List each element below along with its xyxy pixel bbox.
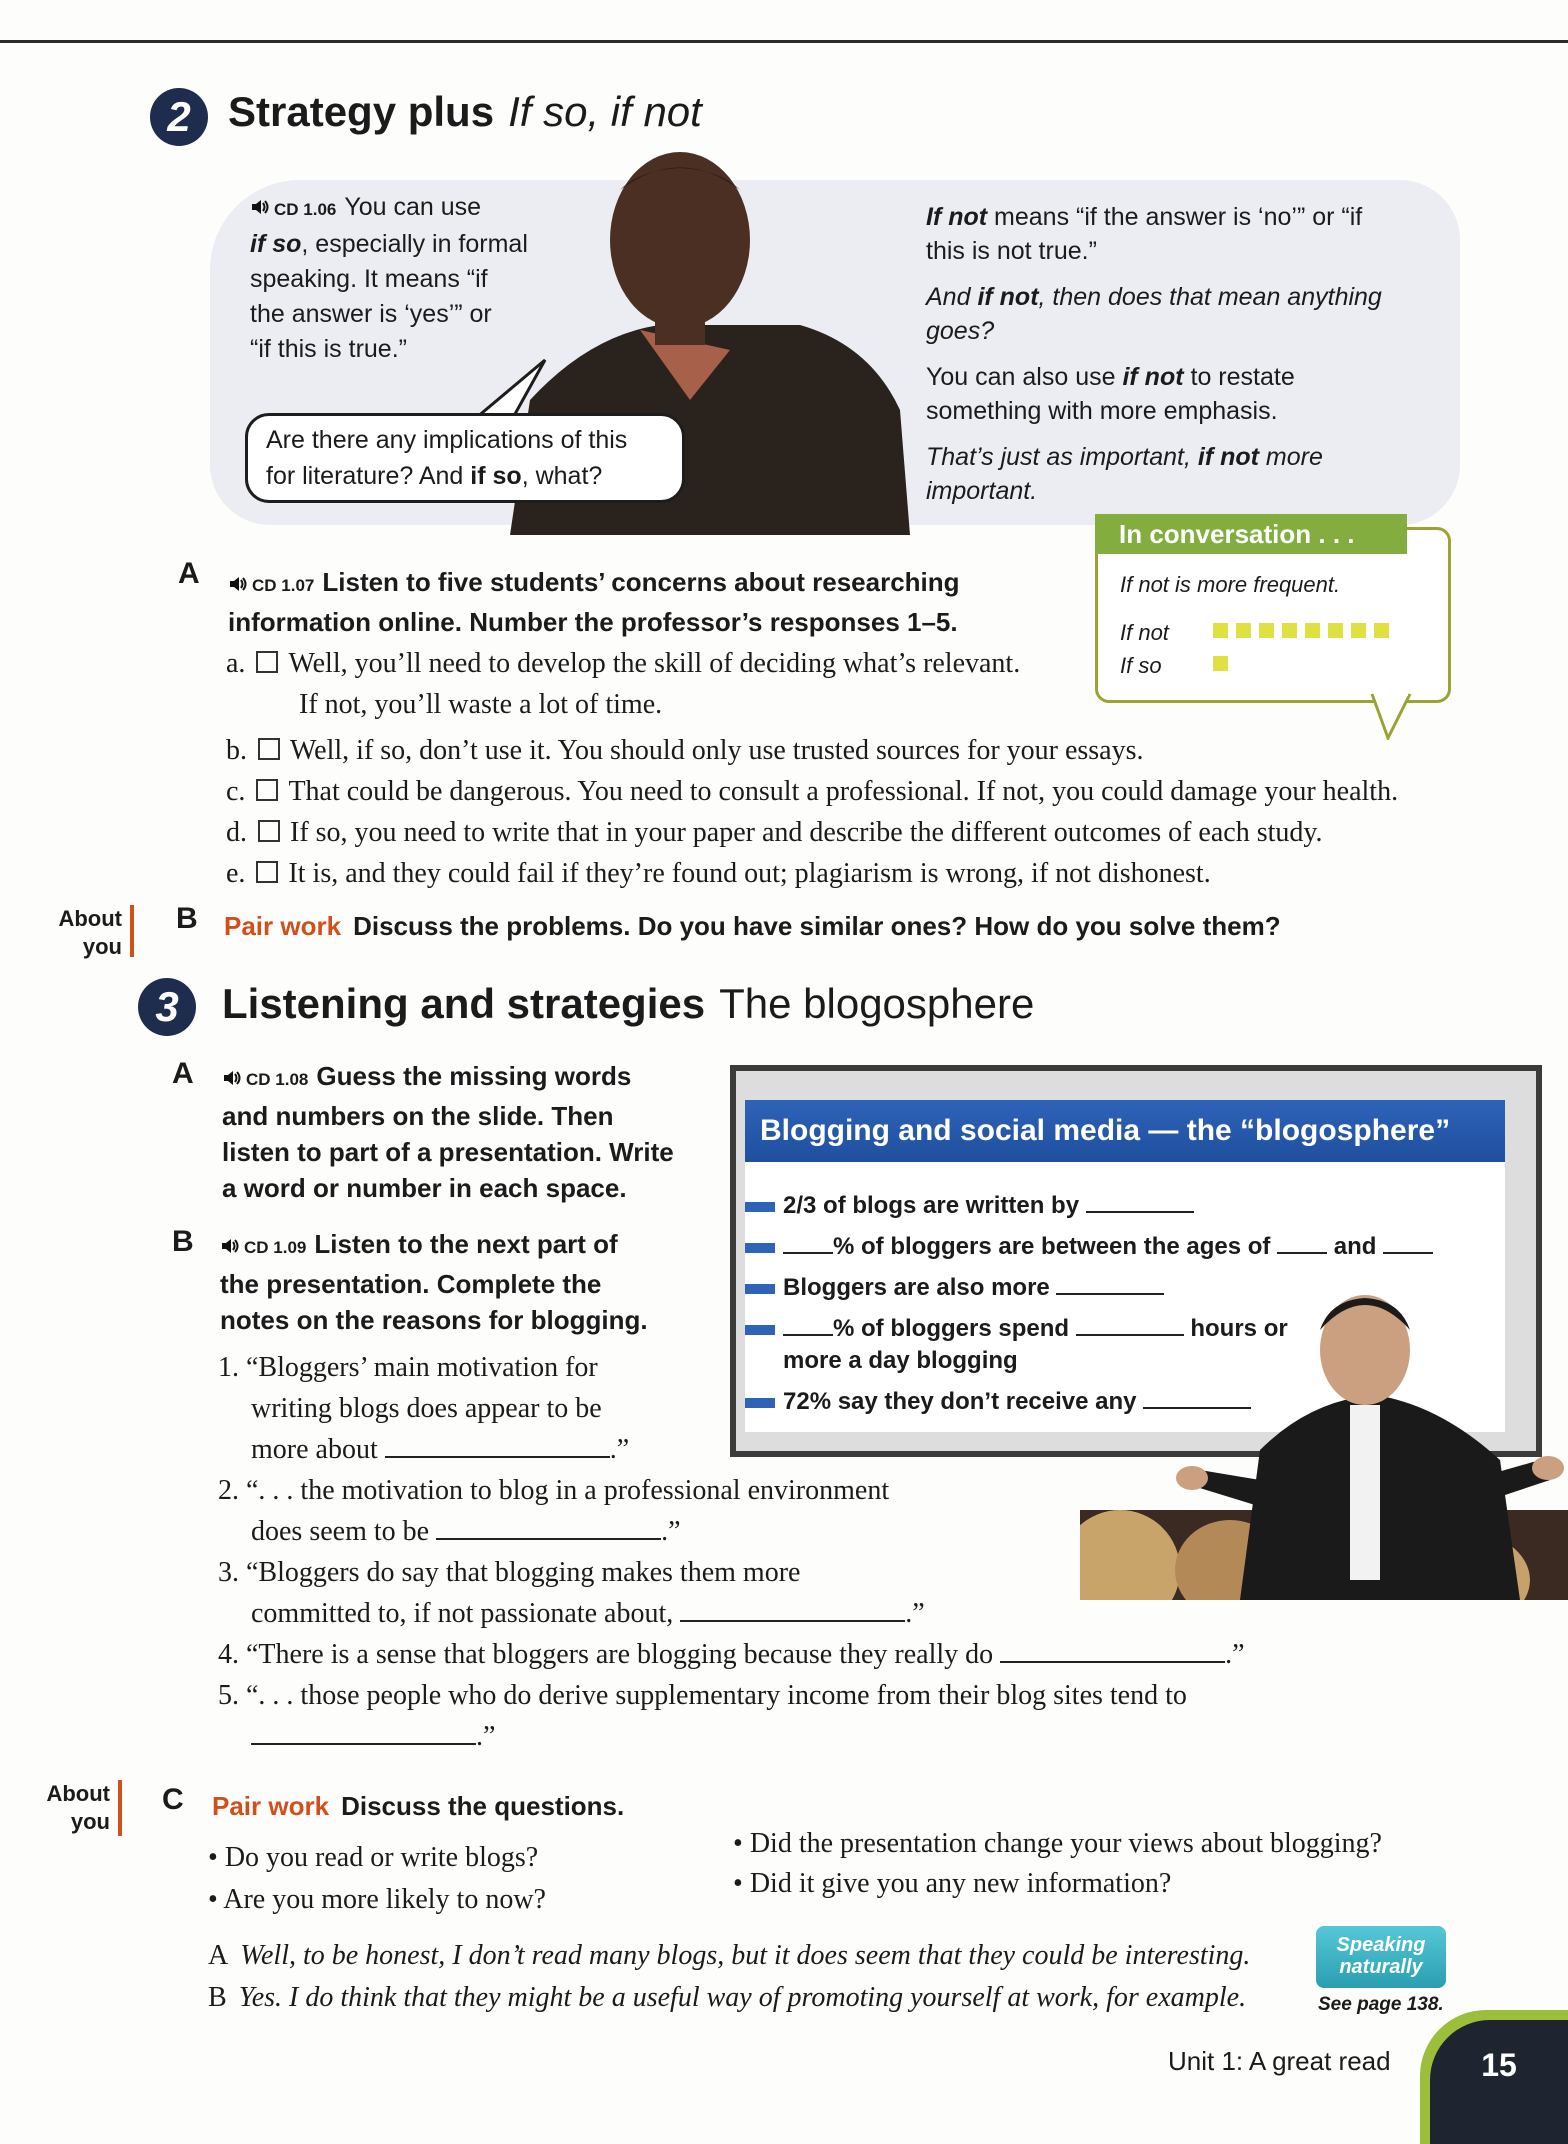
- question-text: Did it give you any new information?: [749, 1868, 1172, 1899]
- about-you-tag: [30, 1780, 110, 1836]
- about-you-bar: [118, 1780, 122, 1836]
- note-item: [218, 1639, 1245, 1671]
- note-item: [218, 1352, 598, 1384]
- checkbox[interactable]: [258, 820, 280, 842]
- about-label: About: [46, 1781, 110, 1806]
- answer-blank[interactable]: [1383, 1252, 1433, 1254]
- instruction-text: and numbers on the slide. Then: [222, 1101, 614, 1131]
- exercise-instructions: [228, 564, 1088, 640]
- note-text: You can use: [344, 193, 482, 221]
- slide-text: 72% say they don’t receive any: [783, 1388, 1137, 1415]
- dialogue-text: Well, to be honest, I don’t read many blogs, but it does seem that they could be interesting.: [240, 1940, 1251, 1971]
- response-item: [226, 735, 1144, 767]
- answer-blank[interactable]: [385, 1456, 610, 1458]
- item-label: a.: [226, 648, 246, 679]
- item-text: Well, if so, don’t use it. You should only use trusted sources for your essays.: [290, 735, 1144, 766]
- frequency-square: [1259, 623, 1274, 638]
- section-title-main: Listening and strategies: [222, 980, 706, 1027]
- instruction-text: Discuss the problems. Do you have similar ones? How do you solve them?: [353, 911, 1281, 941]
- if-so-term: if so: [470, 462, 522, 490]
- in-conversation-tail: [1370, 690, 1430, 740]
- item-text: If so, you need to write that in your paper and describe the different outcomes of each study.: [290, 817, 1323, 848]
- frequency-note: If not is more frequent.: [1120, 572, 1341, 597]
- about-you-tag: [40, 905, 122, 961]
- frequency-square: [1374, 623, 1389, 638]
- response-item-continued: If not, you’ll waste a lot of time.: [299, 689, 663, 720]
- checkbox[interactable]: [258, 738, 280, 760]
- item-label: e.: [226, 858, 246, 889]
- bubble-text: , what?: [521, 462, 603, 490]
- item-label: b.: [226, 735, 247, 766]
- exercise-instructions: [220, 1226, 720, 1338]
- response-item: [226, 817, 1323, 849]
- instruction-text: Listen to five students’ concerns about researching: [322, 567, 960, 597]
- cd-track: CD 1.07: [252, 576, 315, 595]
- if-not-term: if not: [977, 283, 1039, 311]
- item-text: “. . . the motivation to blog in a professional environment: [246, 1475, 890, 1506]
- answer-blank[interactable]: [1277, 1252, 1327, 1254]
- note-text: something with more emphasis.: [926, 397, 1278, 425]
- frequency-square: [1305, 623, 1320, 638]
- section-title: [228, 88, 702, 136]
- instruction-text: information online. Number the professor’s responses 1–5.: [228, 607, 958, 637]
- audio-icon[interactable]: [250, 191, 270, 226]
- if-not-term: if not: [1197, 443, 1259, 471]
- example-text: goes?: [926, 317, 995, 345]
- if-not-term: if not: [1122, 363, 1184, 391]
- frequency-square: [1328, 623, 1343, 638]
- speaker-label: A: [208, 1940, 229, 1971]
- item-text: does seem to be: [251, 1516, 430, 1547]
- about-label: you: [70, 1809, 110, 1834]
- instruction-text: the presentation. Complete the: [220, 1269, 602, 1299]
- slide-bullet: [745, 1202, 775, 1212]
- instruction-text: listen to part of a presentation. Write: [222, 1137, 674, 1167]
- item-text: “Bloggers do say that blogging makes them more: [246, 1557, 801, 1588]
- see-page-reference[interactable]: See page 138.: [1318, 1994, 1444, 2015]
- item-text: .”: [476, 1721, 496, 1752]
- example-text: , then does that mean anything: [1038, 283, 1382, 311]
- frequency-square: [1351, 623, 1366, 638]
- item-text: It is, and they could fail if they’re found out; plagiarism is wrong, if not dishonest.: [288, 858, 1211, 889]
- frequency-square: [1213, 623, 1228, 638]
- slide-bullet: [745, 1325, 775, 1335]
- note-text: You can also use: [926, 363, 1123, 391]
- item-text: That could be dangerous. You need to consult a professional. If not, you could damage your health.: [288, 776, 1399, 807]
- item-text: .”: [905, 1598, 925, 1629]
- example-text: more: [1258, 443, 1323, 471]
- slide-text: Bloggers are also more: [783, 1274, 1050, 1301]
- example-text: That’s just as important,: [926, 443, 1198, 471]
- if-so-label: If so: [1120, 653, 1162, 678]
- exercise-instructions: [224, 908, 1281, 944]
- if-not-note: [926, 200, 1446, 508]
- slide-bullet: [745, 1398, 775, 1408]
- bubble-line: Are there any implications of this: [266, 426, 628, 454]
- slide-line: [783, 1192, 1194, 1220]
- discussion-question: • Did it give you any new information?: [733, 1868, 1172, 1899]
- note-text: means “if the answer is ‘no’” or “if: [987, 203, 1363, 231]
- exercise-instructions: [212, 1788, 624, 1824]
- if-not-term: If not: [926, 203, 988, 231]
- item-text: .”: [609, 1434, 630, 1465]
- exercise-letter: B: [176, 902, 198, 935]
- note-item-line: [251, 1598, 925, 1630]
- item-text: “Bloggers’ main motivation for: [246, 1352, 598, 1383]
- slide-text: % of bloggers are between the ages of: [833, 1233, 1271, 1260]
- instruction-text: notes on the reasons for blogging.: [220, 1305, 648, 1335]
- exercise-letter: B: [172, 1225, 194, 1258]
- cd-track: CD 1.08: [246, 1070, 309, 1089]
- about-label: you: [82, 934, 122, 959]
- response-item: [226, 858, 1211, 890]
- slide-line: [783, 1233, 1433, 1261]
- answer-blank[interactable]: [783, 1252, 833, 1254]
- badge-text: naturally: [1339, 1956, 1423, 1978]
- example-text: And: [926, 283, 978, 311]
- dialogue-line: [208, 1982, 1246, 2014]
- discussion-question: • Are you more likely to now?: [208, 1884, 546, 1915]
- item-number: 4.: [218, 1639, 239, 1670]
- cd-track: CD 1.09: [244, 1238, 307, 1257]
- if-not-frequency-bar: [1213, 622, 1397, 640]
- slide-bullet: [745, 1284, 775, 1294]
- speaker-label: B: [208, 1982, 227, 2013]
- bubble-text: for literature? And: [266, 462, 464, 490]
- section-title-main: Strategy plus: [228, 88, 495, 135]
- if-so-term: if so: [250, 230, 302, 258]
- section-subtitle: The blogosphere: [719, 980, 1035, 1027]
- slide-line: more a day blogging: [783, 1347, 1018, 1374]
- if-not-label: If not: [1120, 620, 1169, 645]
- section-title: [222, 980, 1034, 1028]
- note-text: “if this is true.”: [250, 335, 407, 363]
- note-item: [218, 1680, 1187, 1712]
- item-number: 3.: [218, 1557, 239, 1588]
- exercise-instructions: [222, 1058, 722, 1206]
- note-item-line: [251, 1434, 629, 1466]
- item-text: committed to, if not passionate about,: [251, 1598, 674, 1629]
- note-item-line: [251, 1516, 681, 1548]
- question-text: Did the presentation change your views about blogging?: [749, 1828, 1382, 1859]
- slide-title: Blogging and social media — the “blogosphere”: [745, 1100, 1505, 1162]
- response-item: [226, 776, 1398, 808]
- audio-icon[interactable]: [220, 1228, 240, 1264]
- example-text: important.: [926, 477, 1038, 505]
- slide-bullet: [745, 1243, 775, 1253]
- note-item-line: [251, 1721, 495, 1753]
- discussion-question: • Did the presentation change your views about blogging?: [733, 1828, 1382, 1859]
- frequency-square: [1236, 623, 1251, 638]
- instruction-text: a word or number in each space.: [222, 1173, 627, 1203]
- answer-blank[interactable]: [1000, 1661, 1225, 1663]
- slide-text: 2/3 of blogs are written by: [783, 1192, 1080, 1219]
- instruction-text: Guess the missing words: [316, 1061, 632, 1091]
- dialogue-text: Yes. I do think that they might be a useful way of promoting yourself at work, for example.: [238, 1982, 1247, 2013]
- cd-track: CD 1.06: [274, 200, 337, 219]
- speaking-naturally-badge[interactable]: [1316, 1926, 1446, 1988]
- speech-bubble: [245, 413, 685, 503]
- note-text: this is not true.”: [926, 237, 1097, 265]
- note-item: [218, 1475, 889, 1507]
- item-number: 2.: [218, 1475, 239, 1506]
- slide-text: hours or: [1190, 1315, 1288, 1342]
- frequency-square: [1213, 656, 1228, 671]
- unit-title: Unit 1: A great read: [1168, 2046, 1391, 2076]
- question-text: Are you more likely to now?: [223, 1884, 546, 1915]
- answer-blank[interactable]: [680, 1620, 905, 1622]
- item-label: d.: [226, 817, 247, 848]
- pair-work-label: Pair work: [212, 1791, 330, 1821]
- instruction-text: Listen to the next part of: [314, 1229, 618, 1259]
- top-rule: [0, 40, 1568, 43]
- item-label: c.: [226, 776, 246, 807]
- answer-blank[interactable]: [251, 1743, 476, 1745]
- checkbox[interactable]: [256, 779, 278, 801]
- slide-text: and: [1333, 1233, 1377, 1260]
- answer-blank[interactable]: [1086, 1211, 1194, 1213]
- note-item-line: writing blogs does appear to be: [251, 1393, 602, 1424]
- discussion-question: • Do you read or write blogs?: [208, 1842, 539, 1873]
- exercise-letter: A: [178, 557, 200, 590]
- instruction-text: Discuss the questions.: [341, 1791, 625, 1821]
- audio-icon[interactable]: [222, 1060, 242, 1096]
- note-text: speaking. It means “if: [250, 265, 488, 293]
- item-text: “. . . those people who do derive supplementary income from their blog sites tend to: [246, 1680, 1187, 1711]
- note-text: , especially in formal: [301, 230, 528, 258]
- if-so-note: [250, 190, 550, 367]
- exercise-letter: A: [172, 1057, 194, 1090]
- answer-blank[interactable]: [783, 1334, 833, 1336]
- question-text: Do you read or write blogs?: [224, 1842, 539, 1873]
- exercise-letter: C: [162, 1783, 184, 1816]
- presenter-photo: [1080, 1280, 1568, 1600]
- section-number-badge: 2: [150, 88, 208, 146]
- item-number: 5.: [218, 1680, 239, 1711]
- dialogue-line: [208, 1940, 1250, 1972]
- about-you-bar: [130, 905, 134, 957]
- response-item: [226, 648, 1020, 680]
- section-subtitle: If so, if not: [508, 88, 702, 135]
- note-text: the answer is ‘yes’” or: [250, 300, 492, 328]
- note-item: [218, 1557, 800, 1589]
- item-text: .”: [661, 1516, 681, 1547]
- slide-text: % of bloggers spend: [833, 1315, 1070, 1342]
- about-label: About: [58, 906, 122, 931]
- frequency-square: [1282, 623, 1297, 638]
- audio-icon[interactable]: [228, 566, 248, 602]
- page-number: 15: [1430, 2020, 1568, 2144]
- checkbox[interactable]: [256, 651, 278, 673]
- item-text: Well, you’ll need to develop the skill of deciding what’s relevant.: [288, 648, 1021, 679]
- in-conversation-title: In conversation . . .: [1095, 514, 1407, 554]
- item-number: 1.: [218, 1352, 239, 1383]
- section-number-badge: 3: [138, 978, 196, 1036]
- checkbox[interactable]: [256, 861, 278, 883]
- answer-blank[interactable]: [436, 1538, 661, 1540]
- item-text: “There is a sense that bloggers are blogging because they really do: [246, 1639, 994, 1670]
- item-text: .”: [1225, 1639, 1245, 1670]
- pair-work-label: Pair work: [224, 911, 342, 941]
- badge-text: Speaking: [1336, 1934, 1426, 1956]
- item-text: more about: [251, 1434, 378, 1465]
- note-text: to restate: [1183, 363, 1295, 391]
- if-so-frequency-bar: [1213, 655, 1236, 673]
